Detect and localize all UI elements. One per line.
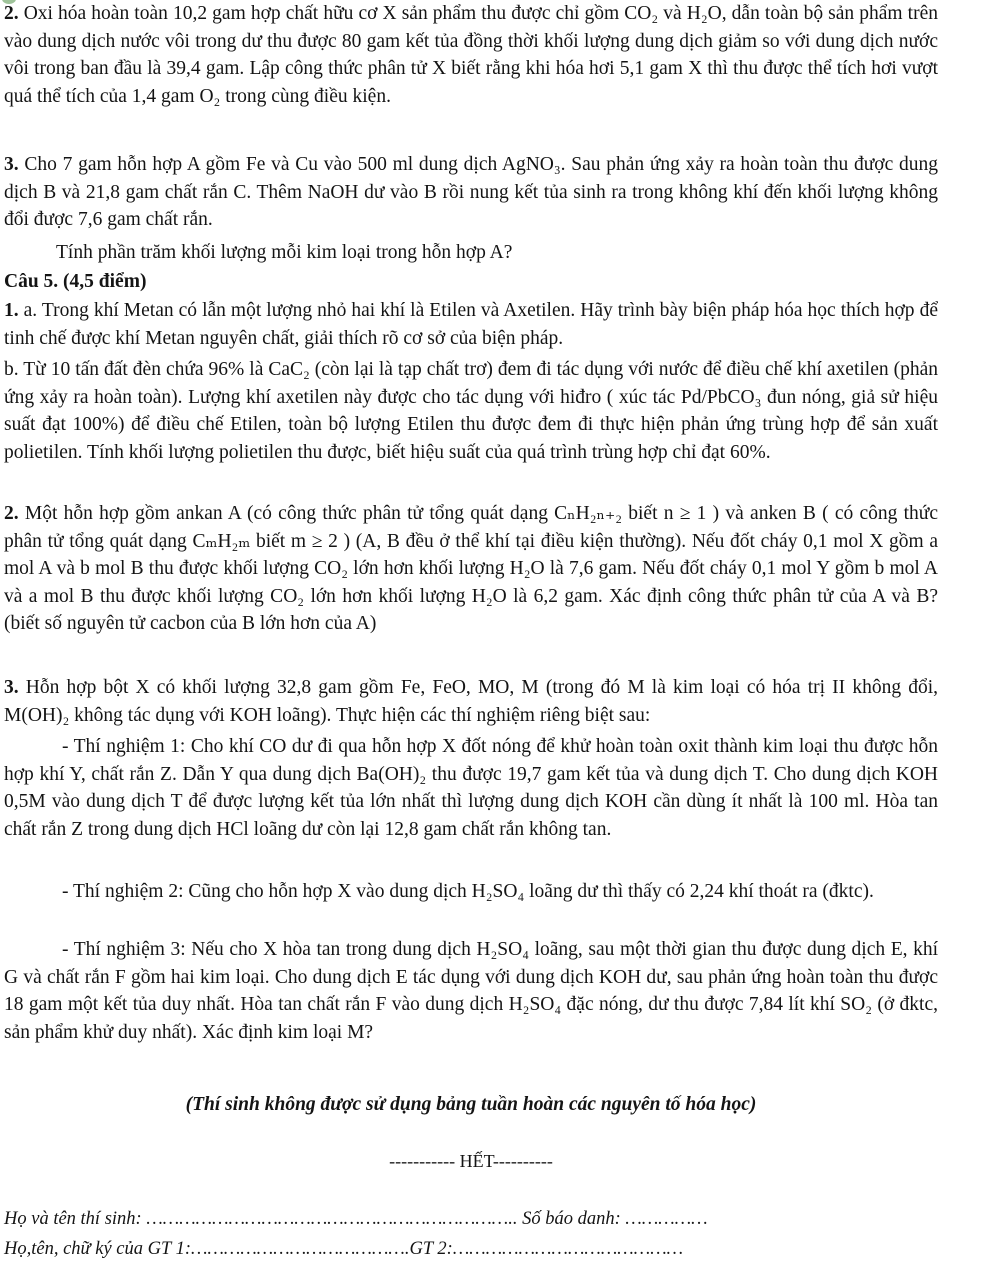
instruction-text: Tính phần trăm khối lượng mỗi kim loại trong hỗn hợp A? — [56, 242, 513, 263]
question-text: a. Trong khí Metan có lẫn một lượng nhỏ hai khí là Etilen và Axetilen. Hãy trình bày biện pháp hóa học thích hợp để tinh chế được khí Metan nguyên chất, giải thích rõ cơ sở của biện pháp. — [4, 300, 938, 349]
question-text: Hỗn hợp bột X có khối lượng 32,8 gam gồm Fe, FeO, MO, M (trong đó M là kim loại có hóa trị II không đổi, M(OH)₂ không tác dụng với KOH loãng). Thực hiện các thí nghiệm riêng biệt sau: — [4, 677, 939, 726]
question-number: 2. — [4, 3, 19, 24]
experiment-2: - Thí nghiệm 2: Cũng cho hỗn hợp X vào dung dịch H₂SO₄ loãng dư thì thấy có 2,24 khí thoát ra (đktc). — [62, 881, 874, 902]
question-5-3 — [4, 674, 938, 729]
question-text: Oxi hóa hoàn toàn 10,2 gam hợp chất hữu cơ X sản phẩm thu được chỉ gồm CO₂ và H₂O, dẫn toàn bộ sản phẩm trên vào dung dịch nước vôi trong dư thu được 80 gam kết tủa đồng thời khối lượng dung dịch giảm so với dung dịch nước vôi trong ban đầu là 39,4 gam. Lập công thức phân tử X biết rằng khi hóa hơi 5,1 gam X thì thu được thể tích hơi vượt quá thể tích của 1,4 gam O₂ trong cùng điều kiện. — [4, 3, 938, 107]
question-text: Một hỗn hợp gồm ankan A (có công thức phân tử tổng quát dạng CₙH₂ₙ₊₂ biết n ≥ 1 ) và anken B ( có công thức phân tử tổng quát dạng CₘH₂ₘ biết m ≥ 2 ) (A, B đều ở thể khí tại điều kiện thường). Nếu đốt cháy 0,1 mol X gồm a mol A và b mol B thu được khối lượng CO₂ lớn hơn khối lượng H₂O là 7,6 gam. Nếu đốt cháy 0,1 mol Y gồm b mol A và a mol B thu được khối lượng CO₂ lớn hơn khối lượng H₂O là 6,2 gam. Xác định công thức phân tử của A và B? (biết số nguyên tử cacbon của B lớn hơn của A) — [4, 503, 939, 635]
experiment-1: - Thí nghiệm 1: Cho khí CO dư đi qua hỗn hợp X đốt nóng để khử hoàn toàn oxit thành kim loại thu được hỗn hợp khí Y, chất rắn Z. Dẫn Y qua dung dịch Ba(OH)₂ thu được 19,7 gam kết tủa và dung dịch T. Cho dung dịch KOH 0,5M vào dung dịch T để được lượng kết tủa lớn nhất thì lượng dung dịch KOH cần dùng ít nhất là 100 ml. Hòa tan chất rắn Z trong dung dịch HCl loãng dư còn lại 12,8 gam chất rắn không tan. — [4, 736, 938, 840]
question-5-2 — [4, 500, 938, 638]
experiment-3: - Thí nghiệm 3: Nếu cho X hòa tan trong dung dịch H₂SO₄ loãng, sau một thời gian thu được dung dịch E, khí G và chất rắn F gồm hai kim loại. Cho dung dịch E tác dụng với dung dịch KOH dư, sau phản ứng hoàn toàn thu được 18 gam một kết tủa duy nhất. Hòa tan chất rắn F vào dung dịch H₂SO₄ đặc nóng, dư thu được 7,84 lít khí SO₂ (ở đktc, sản phẩm khử duy nhất). Xác định kim loại M? — [4, 939, 938, 1043]
question-2-paragraph — [4, 0, 938, 110]
candidate-info-line: Họ và tên thí sinh: ………………………………………………………….. Số báo danh: …………… — [4, 1209, 708, 1229]
question-number: 3. — [4, 677, 19, 698]
question-3-instruction — [4, 239, 938, 267]
question-text: b. Từ 10 tấn đất đèn chứa 96% là CaC₂ (còn lại là tạp chất trơ) đem đi tác dụng với nước để điều chế khí axetilen (phản ứng xảy ra hoàn toàn). Lượng khí axetilen này được cho tác dụng với hiđro ( xúc tác Pd/PbCO₃ đun nóng, giả sử hiệu suất đạt 100%) để điều chế Etilen, toàn bộ lượng Etilen thu được đem đi thực hiện phản ứng trùng hợp để sản xuất polietilen. Tính khối lượng polietilen thu được, biết hiệu suất của quá trình trùng hợp chỉ đạt 60%. — [4, 359, 938, 463]
question-5-heading: Câu 5. (4,5 điểm) — [4, 271, 147, 292]
exam-note: (Thí sinh không được sử dụng bảng tuần hoàn các nguyên tố hóa học) — [185, 1094, 757, 1115]
question-5-1b — [4, 356, 938, 466]
question-number: 1. — [4, 300, 19, 321]
question-number: 2. — [4, 503, 19, 524]
end-marker: ----------- HẾT---------- — [389, 1151, 553, 1171]
supervisor-signature-line: Họ,tên, chữ ký của GT 1:………………………………….GT 2:…………………………………… — [4, 1239, 684, 1259]
question-5-1a — [4, 297, 938, 352]
question-3-paragraph — [4, 151, 938, 234]
question-number: 3. — [4, 154, 19, 175]
question-text: Cho 7 gam hỗn hợp A gồm Fe và Cu vào 500 ml dung dịch AgNO₃. Sau phản ứng xảy ra hoàn toàn thu được dung dịch B và 21,8 gam chất rắn C. Thêm NaOH dư vào B rồi nung kết tủa sinh ra trong không khí đến khối lượng không đổi được 7,6 gam chất rắn. — [4, 154, 938, 231]
